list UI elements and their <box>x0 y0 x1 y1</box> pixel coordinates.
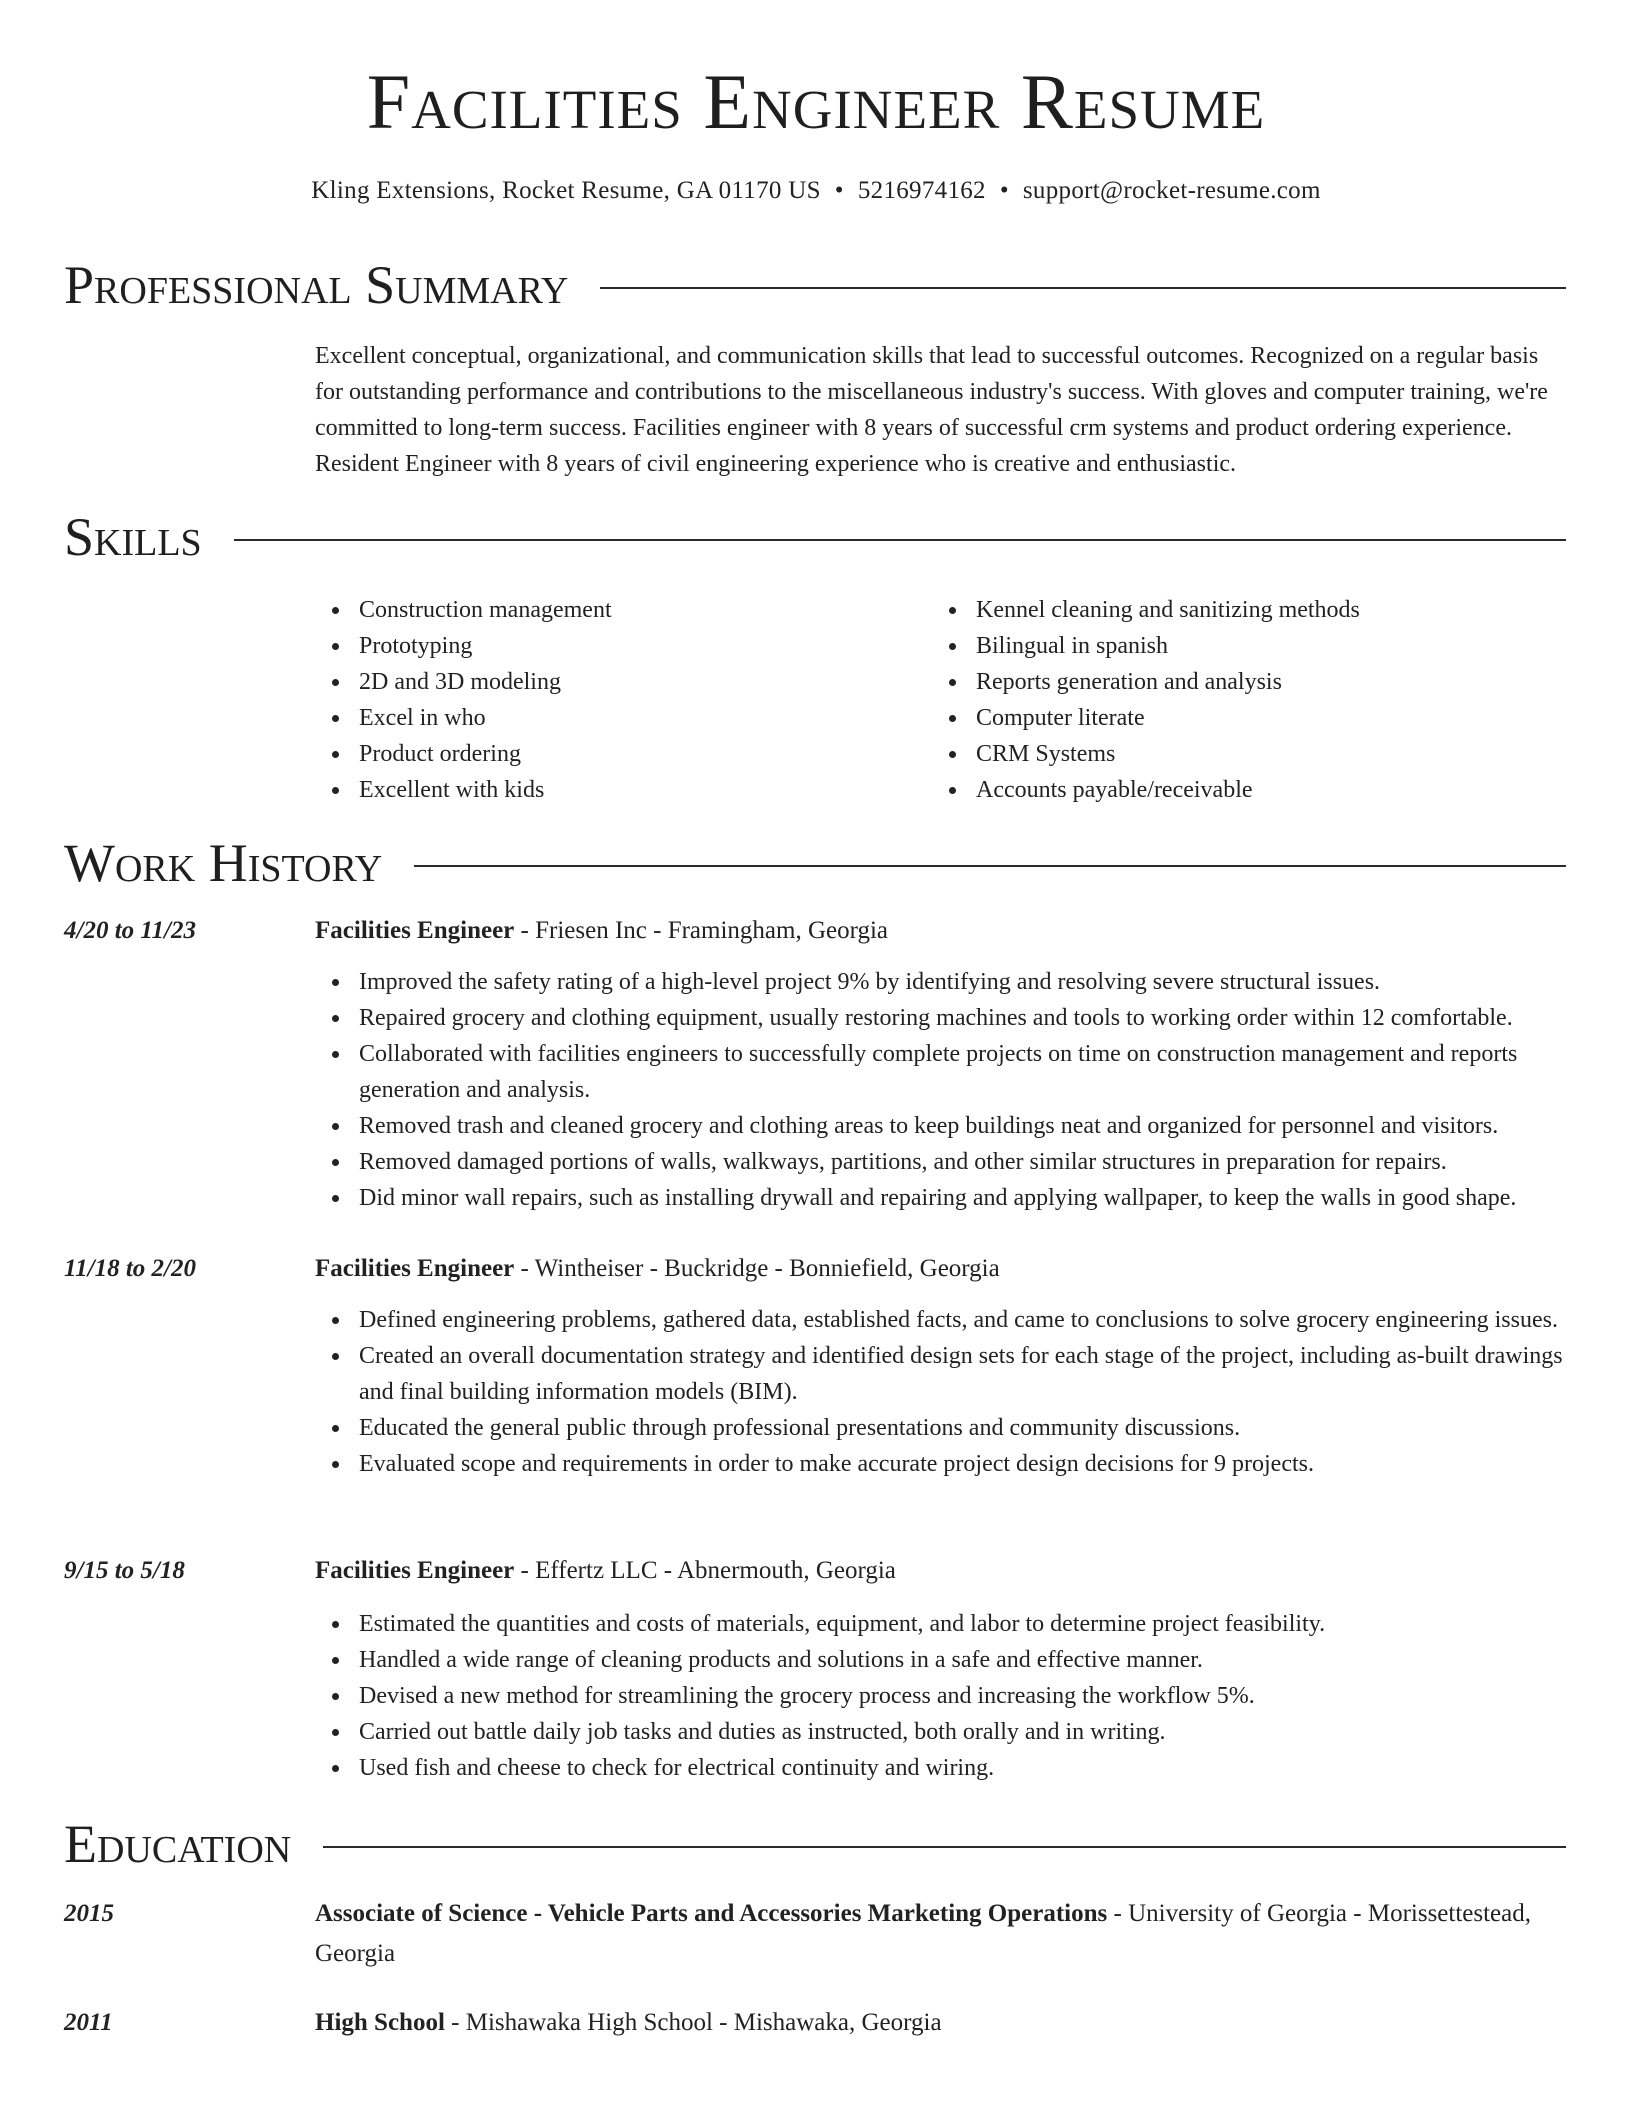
job-dates: 9/15 to 5/18 <box>64 1557 185 1584</box>
section-title-education: Education <box>64 1814 292 1874</box>
job-bullet: Improved the safety rating of a high-level project 9% by identifying and resolving severe structural issues. <box>315 964 1567 1000</box>
job-title: Facilities Engineer <box>315 1255 515 1282</box>
skill-item: Computer literate <box>932 700 1549 736</box>
section-title-work: Work History <box>64 833 383 893</box>
skill-item: Accounts payable/receivable <box>932 772 1549 808</box>
section-title-skills: Skills <box>64 507 202 567</box>
contact-separator: • <box>834 177 844 204</box>
education-degree: High School <box>315 2009 445 2036</box>
skills-section-header <box>64 507 1566 567</box>
section-title-summary: Professional Summary <box>64 255 569 315</box>
education-degree: Associate of Science - Vehicle Parts and Accessories Marketing Operations <box>315 1900 1108 1927</box>
education-entry <box>315 1894 1565 1974</box>
contact-address: Kling Extensions, Rocket Resume, GA 01170 US <box>311 177 821 204</box>
job-dates: 11/18 to 2/20 <box>64 1255 196 1282</box>
job-bullet: Carried out battle daily job tasks and duties as instructed, both orally and in writing. <box>315 1714 1567 1750</box>
skills-list <box>315 592 1565 808</box>
job-bullet-list <box>315 1606 1567 1786</box>
job-title: Facilities Engineer <box>315 1557 515 1584</box>
skill-item: Excellent with kids <box>315 772 932 808</box>
summary-section-header <box>64 255 1566 315</box>
work-section-header <box>64 833 1566 893</box>
job-bullet: Collaborated with facilities engineers to successfully complete projects on time on construction management and reports generation and analysis. <box>315 1036 1567 1108</box>
section-divider <box>234 539 1566 541</box>
education-section-header <box>64 1814 1566 1874</box>
job-heading <box>315 913 1565 949</box>
skill-item: Excel in who <box>315 700 932 736</box>
page-title: Facilities Engineer Resume <box>366 58 1266 145</box>
education-entry <box>315 2003 1565 2043</box>
job-bullet-list <box>315 964 1567 1216</box>
contact-separator: • <box>999 177 1009 204</box>
job-bullet: Defined engineering problems, gathered data, established facts, and came to conclusions to solve grocery engineering issues. <box>315 1302 1567 1338</box>
skill-item: Prototyping <box>315 628 932 664</box>
skill-item: Construction management <box>315 592 932 628</box>
job-bullet: Educated the general public through professional presentations and community discussions. <box>315 1410 1567 1446</box>
skills-column-left <box>315 592 932 808</box>
job-employer: - Effertz LLC - Abnermouth, Georgia <box>514 1557 896 1584</box>
job-heading <box>315 1251 1565 1287</box>
education-school: - Mishawaka High School - Mishawaka, Georgia <box>444 2009 942 2036</box>
job-bullet: Removed damaged portions of walls, walkways, partitions, and other similar structures in preparation for repairs. <box>315 1144 1567 1180</box>
section-divider <box>414 865 1566 867</box>
job-bullet: Evaluated scope and requirements in order to make accurate project design decisions for 9 projects. <box>315 1446 1567 1482</box>
job-bullet: Used fish and cheese to check for electrical continuity and wiring. <box>315 1750 1567 1786</box>
contact-line <box>0 176 1632 206</box>
job-bullet-list <box>315 1302 1567 1482</box>
education-year: 2011 <box>64 2009 113 2036</box>
skill-item: CRM Systems <box>932 736 1549 772</box>
job-employer: - Friesen Inc - Framingham, Georgia <box>514 917 889 944</box>
job-dates: 4/20 to 11/23 <box>64 917 196 944</box>
skills-column-right <box>932 592 1549 808</box>
skill-item: Kennel cleaning and sanitizing methods <box>932 592 1549 628</box>
skill-item: 2D and 3D modeling <box>315 664 932 700</box>
job-employer: - Wintheiser - Buckridge - Bonniefield, Georgia <box>514 1255 1000 1282</box>
skill-item: Bilingual in spanish <box>932 628 1549 664</box>
section-divider <box>600 287 1566 289</box>
skill-item: Product ordering <box>315 736 932 772</box>
section-divider <box>323 1846 1566 1848</box>
job-bullet: Did minor wall repairs, such as installing drywall and repairing and applying wallpaper, to keep the walls in good shape. <box>315 1180 1567 1216</box>
education-year: 2015 <box>64 1900 114 1927</box>
job-bullet: Handled a wide range of cleaning products and solutions in a safe and effective manner. <box>315 1642 1567 1678</box>
job-heading <box>315 1553 1565 1589</box>
skill-item: Reports generation and analysis <box>932 664 1549 700</box>
job-bullet: Removed trash and cleaned grocery and clothing areas to keep buildings neat and organized for personnel and visitors. <box>315 1108 1567 1144</box>
contact-phone: 5216974162 <box>857 177 986 204</box>
education-school: - University of Georgia - Morissettestead, Georgia <box>315 1900 1531 1967</box>
job-bullet: Repaired grocery and clothing equipment, usually restoring machines and tools to working order within 12 comfortable. <box>315 1000 1567 1036</box>
job-bullet: Estimated the quantities and costs of materials, equipment, and labor to determine project feasibility. <box>315 1606 1567 1642</box>
job-bullet: Devised a new method for streamlining the grocery process and increasing the workflow 5%. <box>315 1678 1567 1714</box>
job-title: Facilities Engineer <box>315 917 515 944</box>
job-bullet: Created an overall documentation strategy and identified design sets for each stage of the project, including as-built drawings and final building information models (BIM). <box>315 1338 1567 1410</box>
summary-text: Excellent conceptual, organizational, and communication skills that lead to successful outcomes. Recognized on a regular basis for outstanding performance and contributions to the miscellaneous industry's success. With gloves and computer training, we're committed to long-term success. Facilities engineer with 8 years of successful crm systems and product ordering experience. Resident Engineer with 8 years of civil engineering experience who is creative and enthusiastic. <box>315 343 1548 477</box>
contact-email: support@rocket-resume.com <box>1022 177 1321 204</box>
